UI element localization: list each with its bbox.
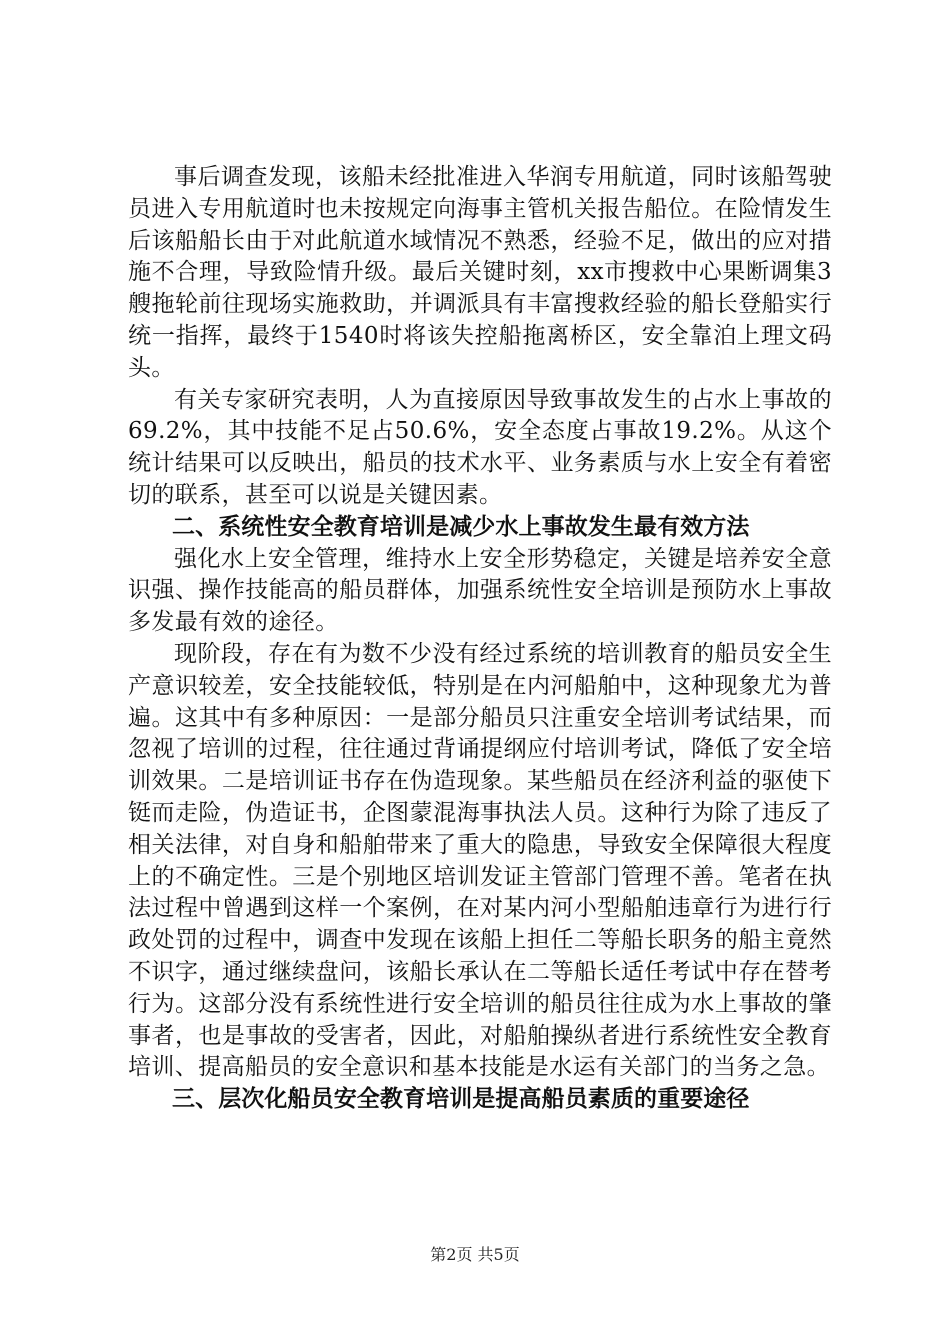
paragraph-investigation: 事后调查发现，该船未经批准进入华润专用航道，同时该船驾驶员进入专用航道时也未按规定向海事主管机关报告船位。在险情发生后该船船长由于对此航道水域情况不熟悉，经验不足，做出的应对措施不合理，导致险情升级。最后关键时刻，xx市搜救中心果断调集3艘拖轮前往现场实施救助，并调派具有丰富搜救经验的船长登船实行统一指挥，最终于1540时将该失控船拖离桥区，安全靠泊上理文码头。	[128, 164, 832, 381]
document-body	[128, 162, 832, 1116]
page-number-footer: 第2页 共5页	[430, 1245, 520, 1264]
paragraph-statistics: 有关专家研究表明，人为直接原因导致事故发生的占水上事故的69.2%，其中技能不足占50.6%，安全态度占事故19.2%。从这个统计结果可以反映出，船员的技术水平、业务素质与水上安全有着密切的联系，甚至可以说是关键因素。	[128, 386, 832, 508]
section-heading-3: 三、层次化船员安全教育培训是提高船员素质的重要途径	[172, 1086, 750, 1113]
paragraph-safety-management: 强化水上安全管理，维持水上安全形势稳定，关键是培养安全意识强、操作技能高的船员群体，加强系统性安全培训是预防水上事故多发最有效的途径。	[128, 545, 832, 636]
section-heading-2: 二、系统性安全教育培训是减少水上事故发生最有效方法	[172, 513, 750, 540]
paragraph-current-situation: 现阶段，存在有为数不少没有经过系统的培训教育的船员安全生产意识较差，安全技能较低，特别是在内河船舶中，这种现象尤为普遍。这其中有多种原因：一是部分船员只注重安全培训考试结果，而忽视了培训的过程，往往通过背诵提纲应付培训考试，降低了安全培训效果。二是培训证书存在伪造现象。某些船员在经济利益的驱使下铤而走险，伪造证书，企图蒙混海事执法人员。这种行为除了违反了相关法律，对自身和船舶带来了重大的隐患，导致安全保障很大程度上的不确定性。三是个别地区培训发证主管部门管理不善。笔者在执法过程中曾遇到这样一个案例，在对某内河小型船舶违章行为进行行政处罚的过程中，调查中发现在该船上担任二等船长职务的船主竟然不识字，通过继续盘问，该船长承认在二等船长适任考试中存在替考行为。这部分没有系统性进行安全培训的船员往往成为水上事故的肇事者，也是事故的受害者，因此，对船舶操纵者进行系统性安全教育培训、提高船员的安全意识和基本技能是水运有关部门的当务之急。	[128, 640, 832, 1081]
